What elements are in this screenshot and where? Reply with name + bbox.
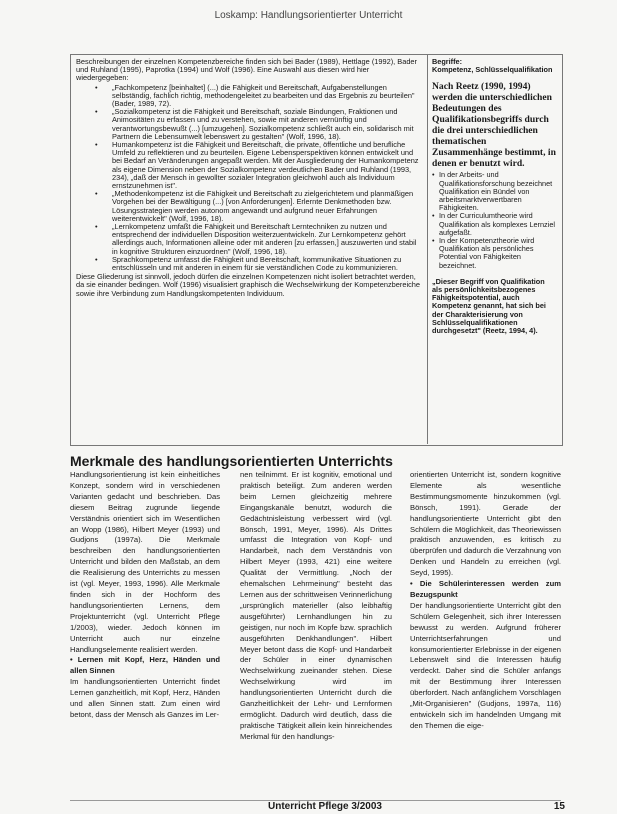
journal-footer: Unterricht Pflege 3/2003 <box>268 801 382 812</box>
bullet-icon: • <box>432 170 435 180</box>
competence-item <box>76 108 421 141</box>
competence-intro: Beschreibungen der einzelnen Kompetenzbereiche finden sich bei Bader (1989), Hettlage (1992), Bader und Ruhland (1995), Paprotka (1994) und Wolf (1996). Eine Auswahl aus diesen wird hier wiedergegeben: <box>76 57 418 83</box>
paragraph: orientierten Unterricht ist, sondern kognitive Elemente als wesentliche Bestimmungsmomente hinzukommen (vgl. Bönsch, 1991). Gerade der handlungsorientierte Unterricht gibt den Schülern die Möglichkeit, das Theoriewissen praktisch anzuwenden, es kritisch zu überprüfen und dadurch die Verzahnung von Denken und Handeln zu erreichen (vgl. Seyd, 1995). <box>410 470 561 578</box>
paragraph: Handlungsorientierung ist kein einheitliches Konzept, sondern wird in verschiedenen Varianten gedacht und beschrieben. Das diesem Beitrag zugrunde liegende Verständnis orientiert sich im Wesentlichen an Wopp (1986), Hilbert Meyer (1993) und Gudjons (1997a). Die Merkmale beschreiben den handlungsorientierten Unterricht und bilden den Maßstab, an dem die Realisierung des Unterrichts zu messen ist (vgl. Meyer, 1993, 1996). Alle Merkmale finden sich in der Hochform des handlungsorientierten Lernens, dem Projektunterricht (vgl. Unterricht Pflege 1/2003), wieder. Jedoch können im Unterricht auch nur einzelne Handlungselemente realisiert werden. <box>70 470 220 654</box>
competence-item-text: „Sozialkompetenz ist die Fähigkeit und Bereitschaft, soziale Bindungen, Fraktionen und Animositäten zu erfassen und zu verstehen, sowie mit anderen vernünftig und verantwortungsbewußt (...) [umzugehen]. Sozialkompetenz schließt auch ein, solidarisch mit Partnern die Lebensumwelt lebenswert zu gestalten" (Wolf, 1996, 18). <box>112 107 414 141</box>
definition-item-text: In der Curriculumtheorie wird Qualifikation als komplexes Lernziel aufgefaßt. <box>439 211 555 237</box>
competence-item-text: Sprachkompetenz umfasst die Fähigkeit und Bereitschaft, kommunikative Situationen zu entschlüsseln und mit anderen in einem für sie verständlichen Code zu kommunizieren. <box>112 254 402 273</box>
competence-item <box>76 256 421 272</box>
competence-box <box>76 58 421 298</box>
competence-item-text: Humankompetenz ist die Fähigkeit und Bereitschaft, die private, öffentliche und berufliche Umfeld zu reflektieren und zu beurteilen. Eigene Lebensperspektiven können entwickelt und bei Bedarf an Veränderungen angepaßt werden. Mit der Ausgliederung der Humankompetenz als eigene Dimension neben der Sozialkompetenz verdeutlichen Bader und Ruhland (1993, 234), „daß der Mensch in gewollter sozialer Integration gleichwohl auch als Individuum ernstzunehmen ist". <box>112 140 419 191</box>
subheading: • Die Schülerinteressen werden zum Bezugspunkt <box>410 579 561 599</box>
running-head: Loskamp: Handlungsorientierter Unterricht <box>214 10 403 21</box>
bullet-icon: • <box>95 82 98 92</box>
bullet-icon: • <box>95 107 98 117</box>
definition-item <box>432 212 556 237</box>
paragraph: Im handlungsorientierten Unterricht findet Lernen ganzheitlich, mit Kopf, Herz, Händen und allen Sinnen statt. Zum einen wird betont, dass der Mensch als Ganzes im Ler- <box>70 677 220 719</box>
definition-item <box>432 171 556 212</box>
body-column-3 <box>410 470 561 732</box>
subheading: • Lernen mit Kopf, Herz, Händen und allen Sinnen <box>70 655 220 676</box>
definition-box <box>432 58 556 335</box>
body-column-2 <box>240 470 392 743</box>
bullet-icon: • <box>432 236 435 246</box>
competence-item <box>76 190 421 223</box>
definition-subtitle: Kompetenz, Schlüsselqualifikation <box>432 65 553 75</box>
definition-label: Begriffe: <box>432 57 462 66</box>
competence-list <box>76 84 421 273</box>
competence-item <box>76 141 421 190</box>
section-title: Merkmale des handlungsorientierten Unterrichts <box>70 453 393 469</box>
info-box-divider <box>427 54 428 444</box>
competence-item <box>76 84 421 109</box>
definition-item-text: In der Arbeits- und Qualifikationsforschung bezeichnet Qualifikation ein Bündel von arbeitsmarktverwertbaren Fähigkeiten. <box>439 170 553 213</box>
page-number: 15 <box>553 801 565 812</box>
competence-outro: Diese Gliederung ist sinnvoll, jedoch dürfen die einzelnen Kompetenzen nicht isoliert betrachtet werden, da sie einander bedingen. Wolf (1996) visualisiert graphisch die Wechselwirkung der Kompetenzbereiche sowie ihre Verbindung zum Handlungskompetenten Individuum. <box>76 272 420 298</box>
bullet-icon: • <box>95 222 98 232</box>
definition-item-text: In der Kompetenztheorie wird Qualifikation als persönliches Potential von Fähigkeiten bezeichnet. <box>439 236 535 270</box>
paragraph: Der handlungsorientierte Unterricht gibt den Schülern Gelegenheit, sich ihrer Interessen bewusst zu werden. Aufgrund früherer Unterrichtserfahrungen und konsumorientierter Erlebnisse in der eigenen Lebenswelt sind die Interessen häufig verdeckt. Daher sind die Schüler anfangs mit der Bestimmung ihrer Interessen überfordert. Nach anfänglichem Vorschlagen „Mit-Organisieren" (Gudjons, 1997a, 116) entwickeln sich im handelnden Umgang mit den Themen die eige- <box>410 600 561 730</box>
bullet-icon: • <box>432 211 435 221</box>
definition-item <box>432 237 556 270</box>
definition-lead-text: Nach Reetz (1990, 1994) werden die unterschiedlichen Bedeutungen des Qualifikationsbegriffs durch die drei unterschiedlichen thematischen Zusammenhänge bestimmt, in denen er benutzt wird. <box>432 81 556 170</box>
competence-item-text: „Methodenkompetenz ist die Fähigkeit und Bereitschaft zu zielgerichtetem und planmäßigen Vorgehen bei der Bewältigung (...) [von Anforderungen]. Erlernte Denkmethoden bzw. Lösungsstrategien werden autonom angewandt und aufgrund neuer Erfahrungen weiterentwickelt" (Wolf, 1996, 18). <box>112 189 414 223</box>
competence-item-text: „Fachkompetenz [beinhaltet] (...) die Fähigkeit und Bereitschaft, Aufgabenstellungen selbständig, fachlich richtig, methodengeleitet zu bearbeiten und das Ergebnis zu beurteilen" (Bader, 1989, 72). <box>112 82 415 109</box>
bullet-icon: • <box>95 254 98 264</box>
competence-item-text: „Lernkompetenz umfaßt die Fähigkeit und Bereitschaft Lerntechniken zu nutzen und entsprechend der individuellen Disposition weiterzuentwickeln. Zur Lernkompetenz gehört allerdings auch, Informationen alleine oder mit anderen [zu erfassen,] auszuwerten und stabil in kognitive Strukturen einzuordnen" (Wolf, 1996, 18). <box>112 222 417 256</box>
bullet-icon: • <box>95 140 98 150</box>
body-column-1 <box>70 470 220 721</box>
bullet-icon: • <box>95 189 98 199</box>
definition-quote: „Dieser Begriff von Qualifikation als persönlichkeitsbezogenes Fähigkeitspotential, auch Kompetenz genannt, hat sich bei der Charakterisierung von Schlüsselqualifikationen durchgesetzt" (Reetz, 1994, 4). <box>432 276 546 336</box>
definition-list <box>432 171 556 269</box>
paragraph: nen teilnimmt. Er ist kognitiv, emotional und praktisch beteiligt. Zum anderen werden beim Lernen gleichzeitig mehrere Eingangskanäle benutzt, wodurch die Gedächtnisleistung verbessert wird (vgl. Bönsch, 1991, Meyer, 1996). Als Drittes umfasst die Integration von Kopf- und Handarbeit, nach dem Verständnis von Hilbert Meyer (1993, 421) eine weitere Qualität der Vermittlung. „Noch der ehemalschen Lehrmeinung" besteht das Lernen aus der schrittweisen Verinnerlichung „ursprünglich materieller (also leibhaftig ausgeführter) Lernhandlungen hin zu geistigen, nur noch im Kopfe bzw. sprachlich ausgeführten Denkhandlungen". Hilbert Meyer betont dass die Kopf- und Handarbeit der Schüler in einer dynamischen Wechselwirkung zueinander stehen. Diese Wechselwirkung wird im handlungsorientierten Unterricht durch die Ganzheitlichkeit der Lehr- und Lernformen ermöglicht. Dadurch wird deutlich, dass die praktische Tätigkeit allein kein hinreichendes Merkmal für den handlungs- <box>240 470 392 741</box>
competence-item <box>76 223 421 256</box>
